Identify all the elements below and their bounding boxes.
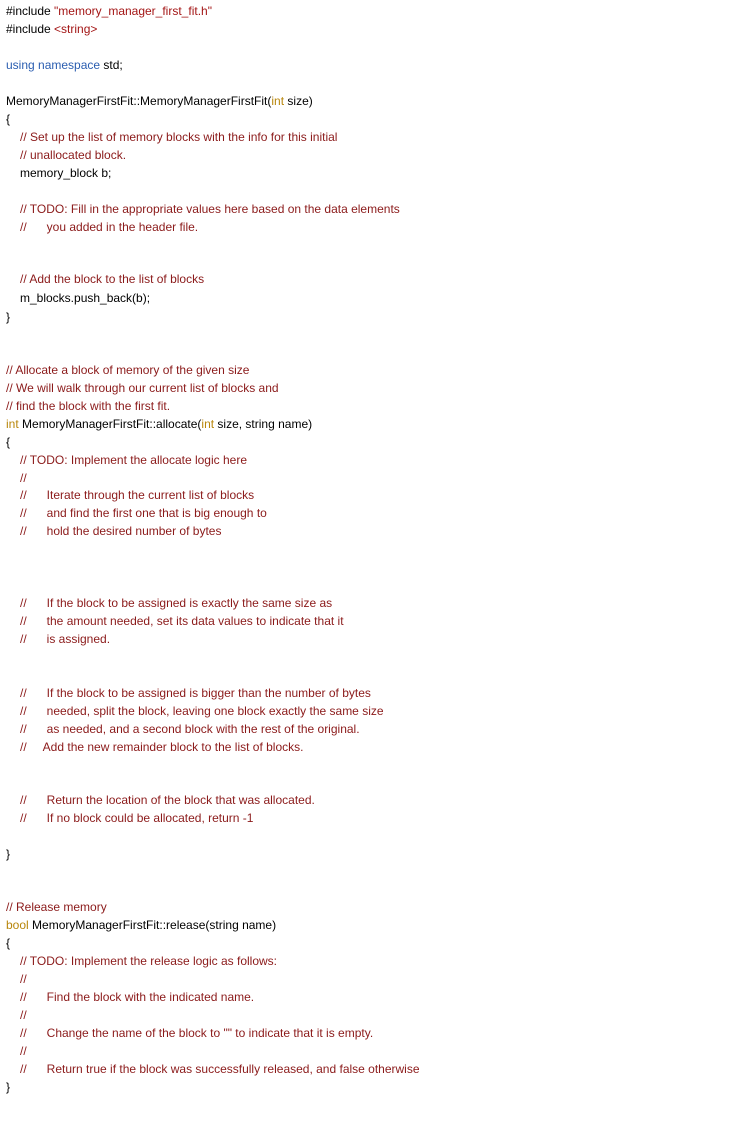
code-line bbox=[20, 289, 150, 307]
type-keyword: bool bbox=[6, 918, 29, 932]
code-token: size) bbox=[284, 94, 313, 108]
code-token: } bbox=[6, 847, 11, 861]
code-token: std; bbox=[103, 58, 123, 72]
code-line bbox=[20, 988, 254, 1006]
comment-text: // If no block could be allocated, return -1 bbox=[20, 811, 254, 825]
code-line bbox=[20, 809, 253, 827]
code-token: { bbox=[6, 112, 11, 126]
code-line bbox=[20, 1042, 27, 1060]
code-line bbox=[6, 934, 10, 952]
keyword: using namespace bbox=[6, 58, 104, 72]
code-line bbox=[20, 146, 126, 164]
code-line bbox=[20, 164, 111, 182]
comment-text: // Return the location of the block that was allocated. bbox=[20, 793, 315, 807]
comment-text: // find the block with the first fit. bbox=[6, 399, 171, 413]
code-line bbox=[6, 361, 249, 379]
comment-text: // needed, split the block, leaving one block exactly the same size bbox=[20, 704, 384, 718]
code-line bbox=[20, 684, 371, 702]
code-token: MemoryManagerFirstFit::allocate( bbox=[18, 417, 202, 431]
code-token: { bbox=[6, 936, 11, 950]
comment-text: // the amount needed, set its data values to indicate that it bbox=[20, 614, 344, 628]
type-keyword: int bbox=[271, 94, 285, 108]
code-token: size, string name) bbox=[214, 417, 313, 431]
code-line bbox=[6, 110, 10, 128]
comment-text: // unallocated block. bbox=[20, 148, 127, 162]
code-token: { bbox=[6, 435, 11, 449]
comment-text: // Change the name of the block to "" to indicate that it is empty. bbox=[20, 1026, 374, 1040]
comment-text: // If the block to be assigned is exactly the same size as bbox=[20, 596, 333, 610]
comment-text: // TODO: Implement the allocate logic here bbox=[20, 453, 247, 467]
comment-text: // Add the new remainder block to the list of blocks. bbox=[20, 740, 304, 754]
code-line bbox=[6, 56, 123, 74]
type-keyword: int bbox=[201, 417, 215, 431]
code-line bbox=[6, 898, 107, 916]
code-line bbox=[20, 738, 303, 756]
comment-text: // bbox=[20, 1008, 27, 1022]
comment-text: // you added in the header file. bbox=[20, 220, 199, 234]
comment-text: // We will walk through our current list of blocks and bbox=[6, 381, 279, 395]
comment-text: // Find the block with the indicated name. bbox=[20, 990, 255, 1004]
code-token: MemoryManagerFirstFit::release(string name) bbox=[28, 918, 277, 932]
code-line bbox=[6, 916, 276, 934]
code-token: #include bbox=[6, 4, 55, 18]
code-line bbox=[20, 702, 384, 720]
code-line bbox=[6, 397, 170, 415]
comment-text: // Set up the list of memory blocks with the info for this initial bbox=[20, 130, 338, 144]
code-line bbox=[6, 1078, 10, 1096]
comment-text: // Iterate through the current list of blocks bbox=[20, 488, 255, 502]
code-listing bbox=[6, 0, 742, 1124]
code-line bbox=[6, 433, 10, 451]
code-token: } bbox=[6, 310, 11, 324]
code-token: #include bbox=[6, 22, 55, 36]
code-line bbox=[20, 612, 344, 630]
comment-text: // bbox=[20, 1044, 27, 1058]
code-line bbox=[6, 415, 312, 433]
comment-text: // as needed, and a second block with the rest of the original. bbox=[20, 722, 360, 736]
code-line bbox=[20, 486, 254, 504]
code-line bbox=[20, 200, 400, 218]
code-line bbox=[20, 970, 27, 988]
comment-text: // Release memory bbox=[6, 900, 107, 914]
code-line bbox=[20, 630, 110, 648]
code-line bbox=[6, 379, 279, 397]
comment-text: // is assigned. bbox=[20, 632, 111, 646]
code-token: MemoryManagerFirstFit::MemoryManagerFirstFit( bbox=[6, 94, 272, 108]
code-line bbox=[20, 504, 267, 522]
code-line bbox=[20, 218, 198, 236]
code-line bbox=[20, 1006, 27, 1024]
code-line bbox=[6, 308, 10, 326]
code-line bbox=[20, 720, 360, 738]
type-keyword: int bbox=[6, 417, 19, 431]
comment-text: // hold the desired number of bytes bbox=[20, 524, 222, 538]
comment-text: // and find the first one that is big enough to bbox=[20, 506, 267, 520]
code-line bbox=[20, 522, 221, 540]
code-line bbox=[6, 2, 212, 20]
code-token: memory_block b; bbox=[20, 166, 112, 180]
comment-text: // Allocate a block of memory of the given size bbox=[6, 363, 250, 377]
code-line bbox=[20, 451, 247, 469]
comment-text: // Add the block to the list of blocks bbox=[20, 272, 205, 286]
comment-text: // bbox=[20, 972, 27, 986]
code-line bbox=[20, 270, 204, 288]
string-literal: "memory_manager_first_fit.h" bbox=[54, 4, 212, 18]
code-line bbox=[20, 128, 337, 146]
code-line bbox=[20, 469, 27, 487]
comment-text: // bbox=[20, 471, 27, 485]
code-line bbox=[6, 92, 313, 110]
code-line bbox=[20, 952, 277, 970]
code-line bbox=[6, 845, 10, 863]
code-token: m_blocks.push_back(b); bbox=[20, 291, 151, 305]
comment-text: // If the block to be assigned is bigger than the number of bytes bbox=[20, 686, 371, 700]
string-literal: <string> bbox=[54, 22, 98, 36]
code-line bbox=[20, 1024, 373, 1042]
comment-text: // TODO: Fill in the appropriate values here based on the data elements bbox=[20, 202, 400, 216]
code-line bbox=[6, 20, 97, 38]
comment-text: // TODO: Implement the release logic as follows: bbox=[20, 954, 277, 968]
code-line bbox=[20, 791, 315, 809]
code-line bbox=[20, 1060, 420, 1078]
code-token: } bbox=[6, 1080, 11, 1094]
comment-text: // Return true if the block was successfully released, and false otherwise bbox=[20, 1062, 420, 1076]
code-line bbox=[20, 594, 332, 612]
